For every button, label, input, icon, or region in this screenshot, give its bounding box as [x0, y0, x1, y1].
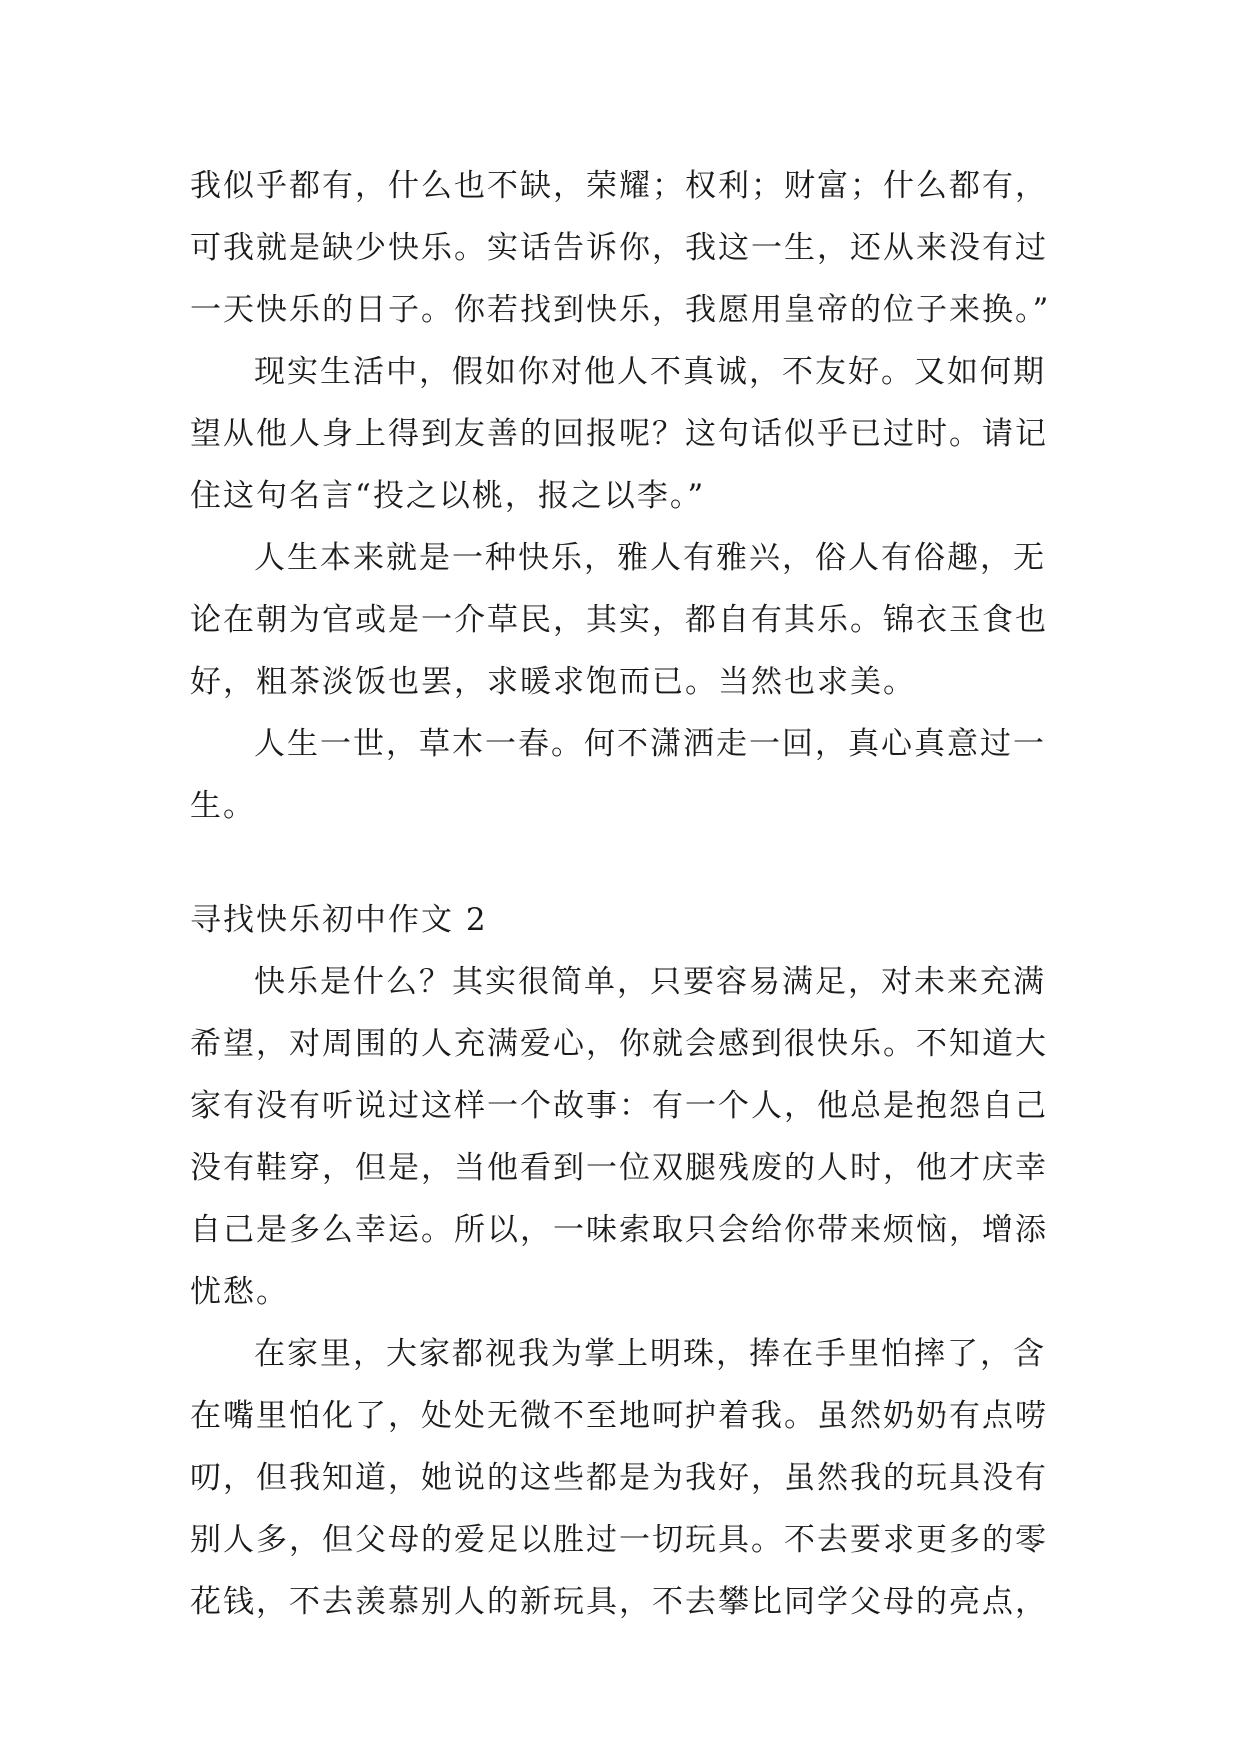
section-heading: 寻找快乐初中作文 2	[190, 902, 488, 938]
text-line: 在嘴里怕化了，处处无微不至地呵护着我。虽然奶奶有点唠	[190, 1398, 1048, 1434]
text-line: 好，粗茶淡饭也罢，求暖求饱而已。当然也求美。	[190, 664, 916, 700]
text-line: 现实生活中，假如你对他人不真诚，不友好。又如何期	[254, 354, 1046, 390]
text-line: 没有鞋穿，但是，当他看到一位双腿残废的人时，他才庆幸	[190, 1150, 1048, 1186]
text-line: 自己是多么幸运。所以，一味索取只会给你带来烦恼，增添	[190, 1212, 1048, 1248]
text-line: 忧愁。	[190, 1274, 289, 1310]
text-line: 一天快乐的日子。你若找到快乐，我愿用皇帝的位子来换。”	[190, 292, 1051, 328]
text-line: 可我就是缺少快乐。实话告诉你，我这一生，还从来没有过	[190, 230, 1048, 266]
text-line: 希望，对周围的人充满爱心，你就会感到很快乐。不知道大	[190, 1026, 1048, 1062]
text-line: 别人多，但父母的爱足以胜过一切玩具。不去要求更多的零	[190, 1522, 1048, 1558]
text-line: 住这句名言“投之以桃，报之以李。”	[190, 478, 706, 514]
text-line: 家有没有听说过这样一个故事：有一个人，他总是抱怨自己	[190, 1088, 1048, 1124]
text-line: 花钱，不去羡慕别人的新玩具，不去攀比同学父母的亮点，	[190, 1584, 1048, 1620]
text-line: 生。	[190, 788, 256, 824]
text-line: 人生一世，草木一春。何不潇洒走一回，真心真意过一	[254, 726, 1046, 762]
text-line: 在家里，大家都视我为掌上明珠，捧在手里怕摔了，含	[254, 1336, 1046, 1372]
text-line: 我似乎都有，什么也不缺，荣耀；权利；财富；什么都有，	[190, 168, 1048, 204]
text-line: 快乐是什么？其实很简单，只要容易满足，对未来充满	[254, 964, 1046, 1000]
text-line: 望从他人身上得到友善的回报呢？这句话似乎已过时。请记	[190, 416, 1048, 452]
text-line: 人生本来就是一种快乐，雅人有雅兴，俗人有俗趣，无	[254, 540, 1046, 576]
text-line: 论在朝为官或是一介草民，其实，都自有其乐。锦衣玉食也	[190, 602, 1048, 638]
text-line: 叨，但我知道，她说的这些都是为我好，虽然我的玩具没有	[190, 1460, 1048, 1496]
